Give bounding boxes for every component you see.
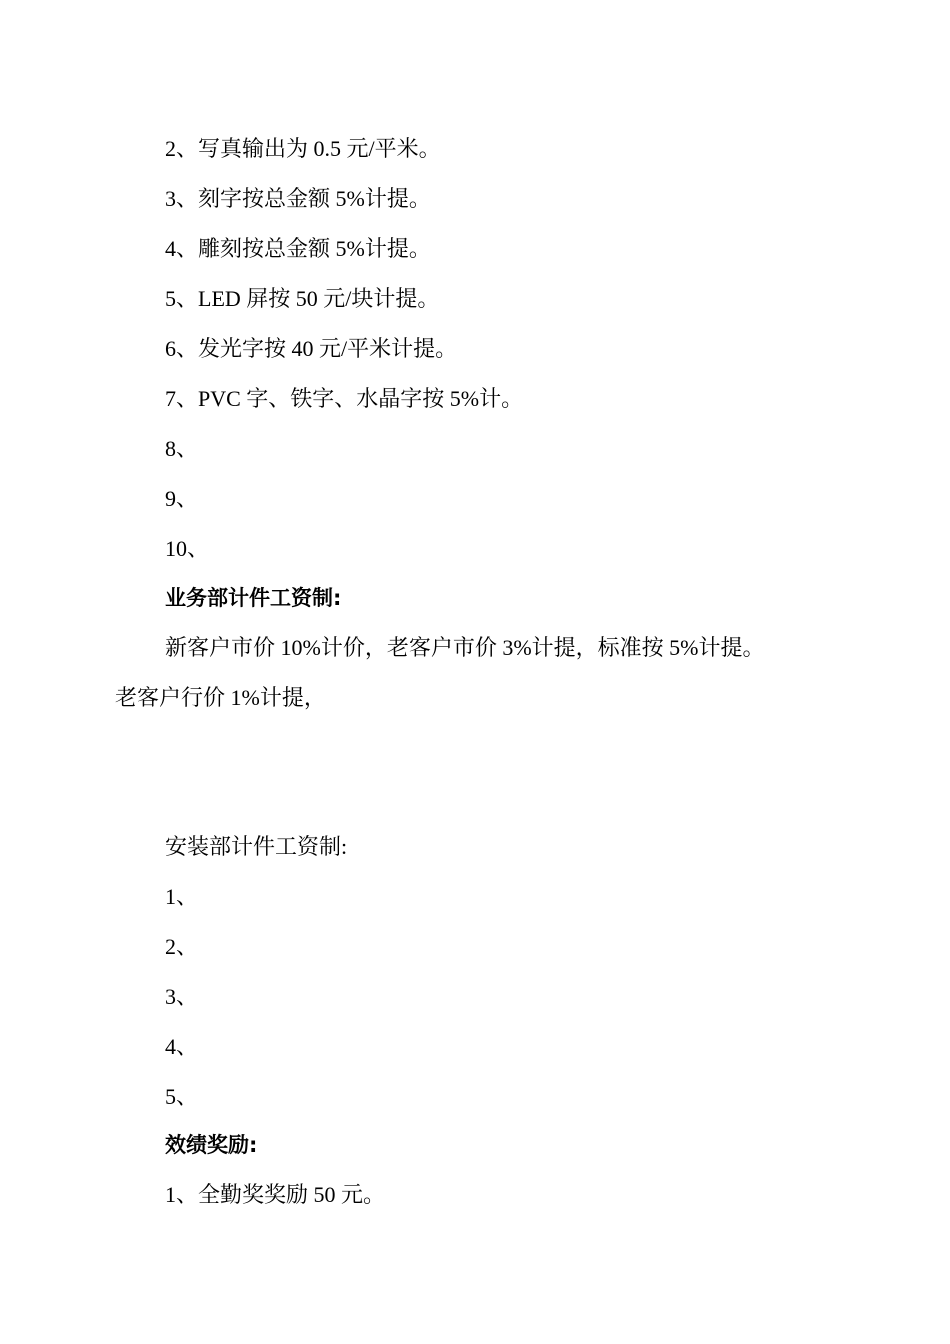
list-item: 3、 (165, 984, 199, 1009)
list-item: 3、刻字按总金额 5%计提。 (165, 186, 431, 211)
list-item: 4、 (165, 1034, 199, 1059)
list-item: 2、 (165, 934, 199, 959)
sales-paragraph-line: 新客户市价 10%计价，老客户市价 3%计提，标准按 5%计提。 (165, 635, 765, 660)
list-item: 10、 (165, 536, 210, 561)
list-item: 9、 (165, 486, 199, 511)
list-item: 6、发光字按 40 元/平米计提。 (165, 336, 458, 361)
list-item: 7、PVC 字、铁字、水晶字按 5%计。 (165, 386, 524, 411)
sales-section-heading: 业务部计件工资制: (165, 586, 342, 610)
list-item: 2、写真输出为 0.5 元/平米。 (165, 136, 441, 161)
list-item: 1、 (165, 884, 199, 909)
bonus-section-heading: 效绩奖励: (165, 1133, 258, 1157)
list-item: 5、LED 屏按 50 元/块计提。 (165, 286, 440, 311)
list-item: 4、雕刻按总金额 5%计提。 (165, 236, 431, 261)
list-item: 5、 (165, 1084, 199, 1109)
sales-paragraph-line: 老客户行价 1%计提， (115, 685, 326, 710)
list-item: 1、全勤奖奖励 50 元。 (165, 1182, 386, 1207)
install-section-heading: 安装部计件工资制: (165, 834, 348, 859)
list-item: 8、 (165, 436, 199, 461)
